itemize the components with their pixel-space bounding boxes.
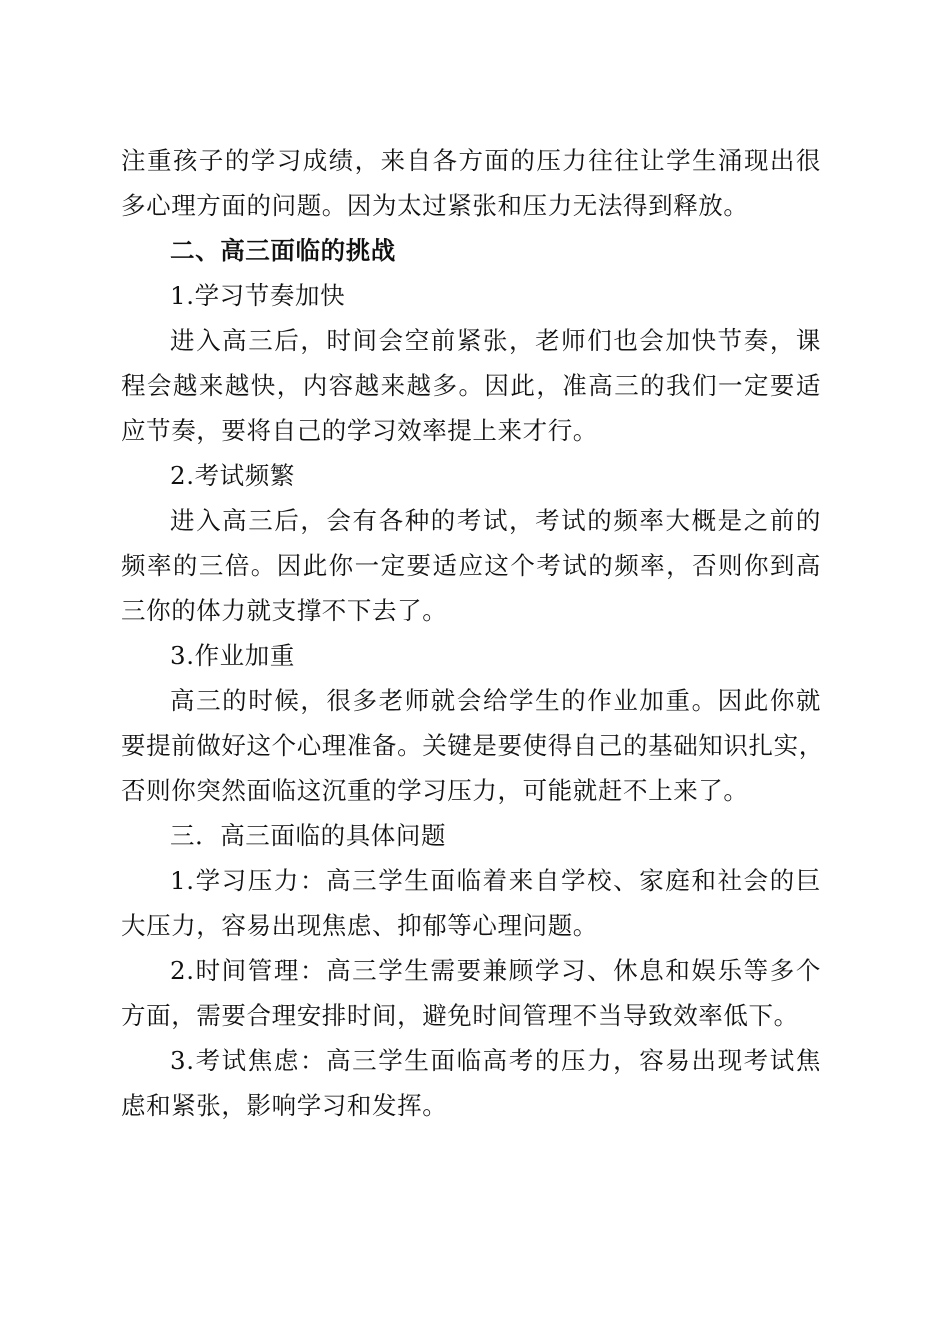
intro-line-2: 多心理方面的问题。因为太过紧张和压力无法得到释放。 <box>121 191 749 220</box>
section-3-item-2-line-2: 方面，需要合理安排时间，避免时间管理不当导致效率低下。 <box>121 1001 799 1030</box>
section-3-item-3-line-2: 虑和紧张，影响学习和发挥。 <box>121 1091 448 1120</box>
section-2-item-1-line-3: 应节奏，要将自己的学习效率提上来才行。 <box>121 416 598 445</box>
section-2-heading: 二、高三面临的挑战 <box>170 236 396 265</box>
section-2-item-2-line-1: 进入高三后，会有各种的考试，考试的频率大概是之前的 <box>170 506 821 535</box>
section-3-item-3-line-1: 3.考试焦虑：高三学生面临高考的压力，容易出现考试焦 <box>170 1046 821 1075</box>
section-2-item-1-line-2: 程会越来越快，内容越来越多。因此，准高三的我们一定要适 <box>121 371 821 400</box>
section-2-item-3-title: 3.作业加重 <box>170 641 295 670</box>
section-3-item-2-line-1: 2.时间管理：高三学生需要兼顾学习、休息和娱乐等多个 <box>170 956 821 985</box>
section-3-item-1-line-1: 1.学习压力：高三学生面临着来自学校、家庭和社会的巨 <box>170 866 821 895</box>
intro-line-1: 注重孩子的学习成绩，来自各方面的压力往往让学生涌现出很 <box>121 146 821 175</box>
section-2-item-2-line-2: 频率的三倍。因此你一定要适应这个考试的频率，否则你到高 <box>121 551 821 580</box>
section-3-heading: 三．高三面临的具体问题 <box>170 821 447 850</box>
section-2-item-3-line-3: 否则你突然面临这沉重的学习压力，可能就赶不上来了。 <box>121 776 749 805</box>
section-2-item-3-line-1: 高三的时候，很多老师就会给学生的作业加重。因此你就 <box>170 686 821 715</box>
section-3-item-1-line-2: 大压力，容易出现焦虑、抑郁等心理问题。 <box>121 911 598 940</box>
section-2-item-1-line-1: 进入高三后，时间会空前紧张，老师们也会加快节奏，课 <box>170 326 821 355</box>
section-2-item-3-line-2: 要提前做好这个心理准备。关键是要使得自己的基础知识扎实， <box>121 731 824 760</box>
section-2-item-1-title: 1.学习节奏加快 <box>170 281 346 310</box>
section-2-item-2-line-3: 三你的体力就支撑不下去了。 <box>121 596 448 625</box>
section-2-item-2-title: 2.考试频繁 <box>170 461 295 490</box>
